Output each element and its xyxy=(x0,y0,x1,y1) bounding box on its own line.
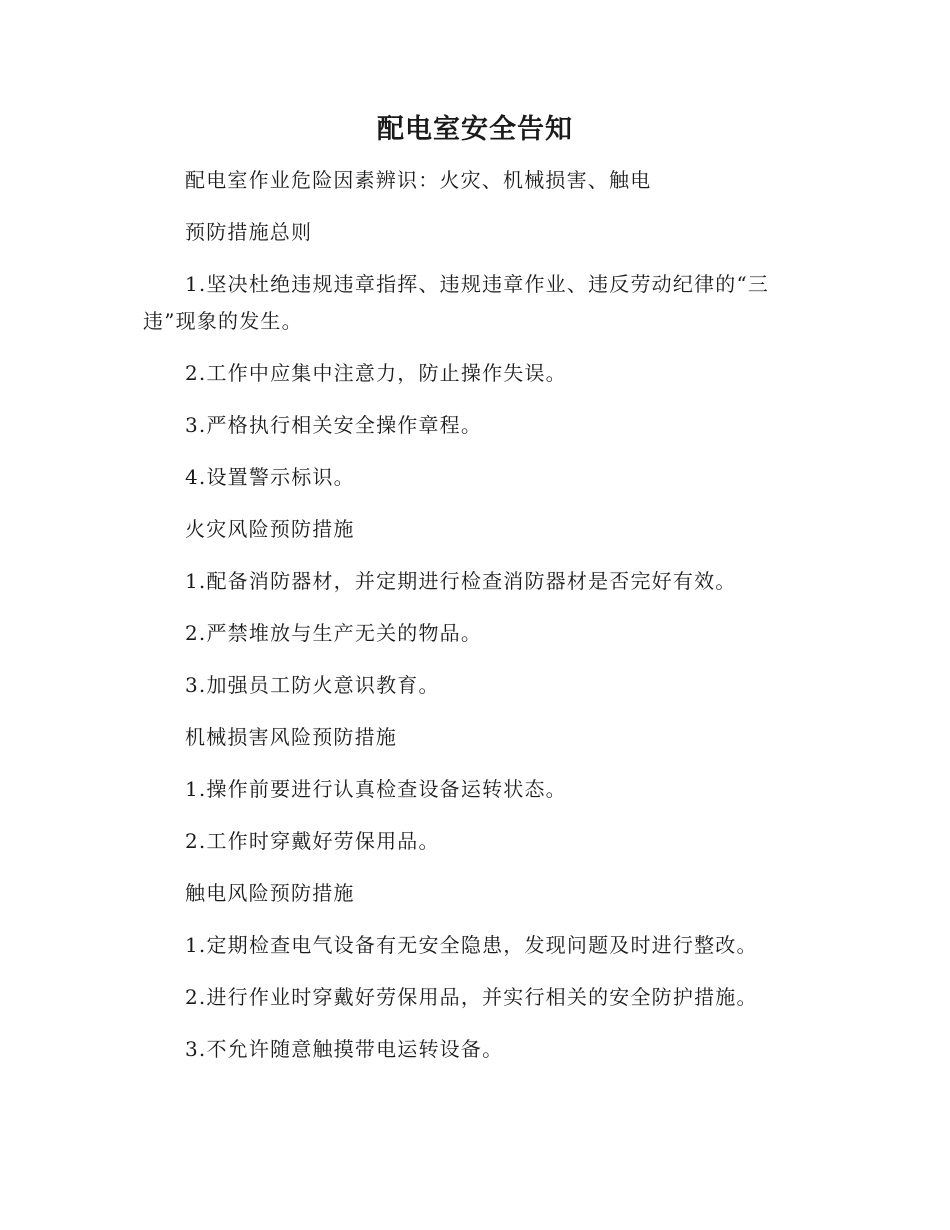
list-item: 1.坚决杜绝违规违章指挥、违规违章作业、违反劳动纪律的“三违”现象的发生。 xyxy=(143,272,770,333)
section-heading-general: 预防措施总则 xyxy=(185,220,313,244)
list-item: 1.配备消防器材，并定期进行检查消防器材是否完好有效。 xyxy=(185,569,737,593)
list-item: 2.工作时穿戴好劳保用品。 xyxy=(185,829,440,853)
section-heading-fire: 火灾风险预防措施 xyxy=(185,517,355,541)
list-item: 3.不允许随意触摸带电运转设备。 xyxy=(185,1037,504,1061)
list-item: 2.工作中应集中注意力，防止操作失误。 xyxy=(185,361,567,385)
section-heading-electric-shock: 触电风险预防措施 xyxy=(185,881,355,905)
document-title: 配电室安全告知 xyxy=(377,114,573,145)
list-item: 1.定期检查电气设备有无安全隐患，发现问题及时进行整改。 xyxy=(185,933,758,957)
list-item: 3.加强员工防火意识教育。 xyxy=(185,673,440,697)
list-item: 4.设置警示标识。 xyxy=(185,465,355,489)
section-heading-mechanical: 机械损害风险预防措施 xyxy=(185,725,397,749)
document-body xyxy=(143,162,803,1083)
hazard-identification: 配电室作业危险因素辨识：火灾、机械损害、触电 xyxy=(185,168,652,192)
list-item: 2.进行作业时穿戴好劳保用品，并实行相关的安全防护措施。 xyxy=(185,985,758,1009)
list-item: 3.严格执行相关安全操作章程。 xyxy=(185,413,483,437)
list-item: 1.操作前要进行认真检查设备运转状态。 xyxy=(185,777,567,801)
list-item: 2.严禁堆放与生产无关的物品。 xyxy=(185,621,483,645)
